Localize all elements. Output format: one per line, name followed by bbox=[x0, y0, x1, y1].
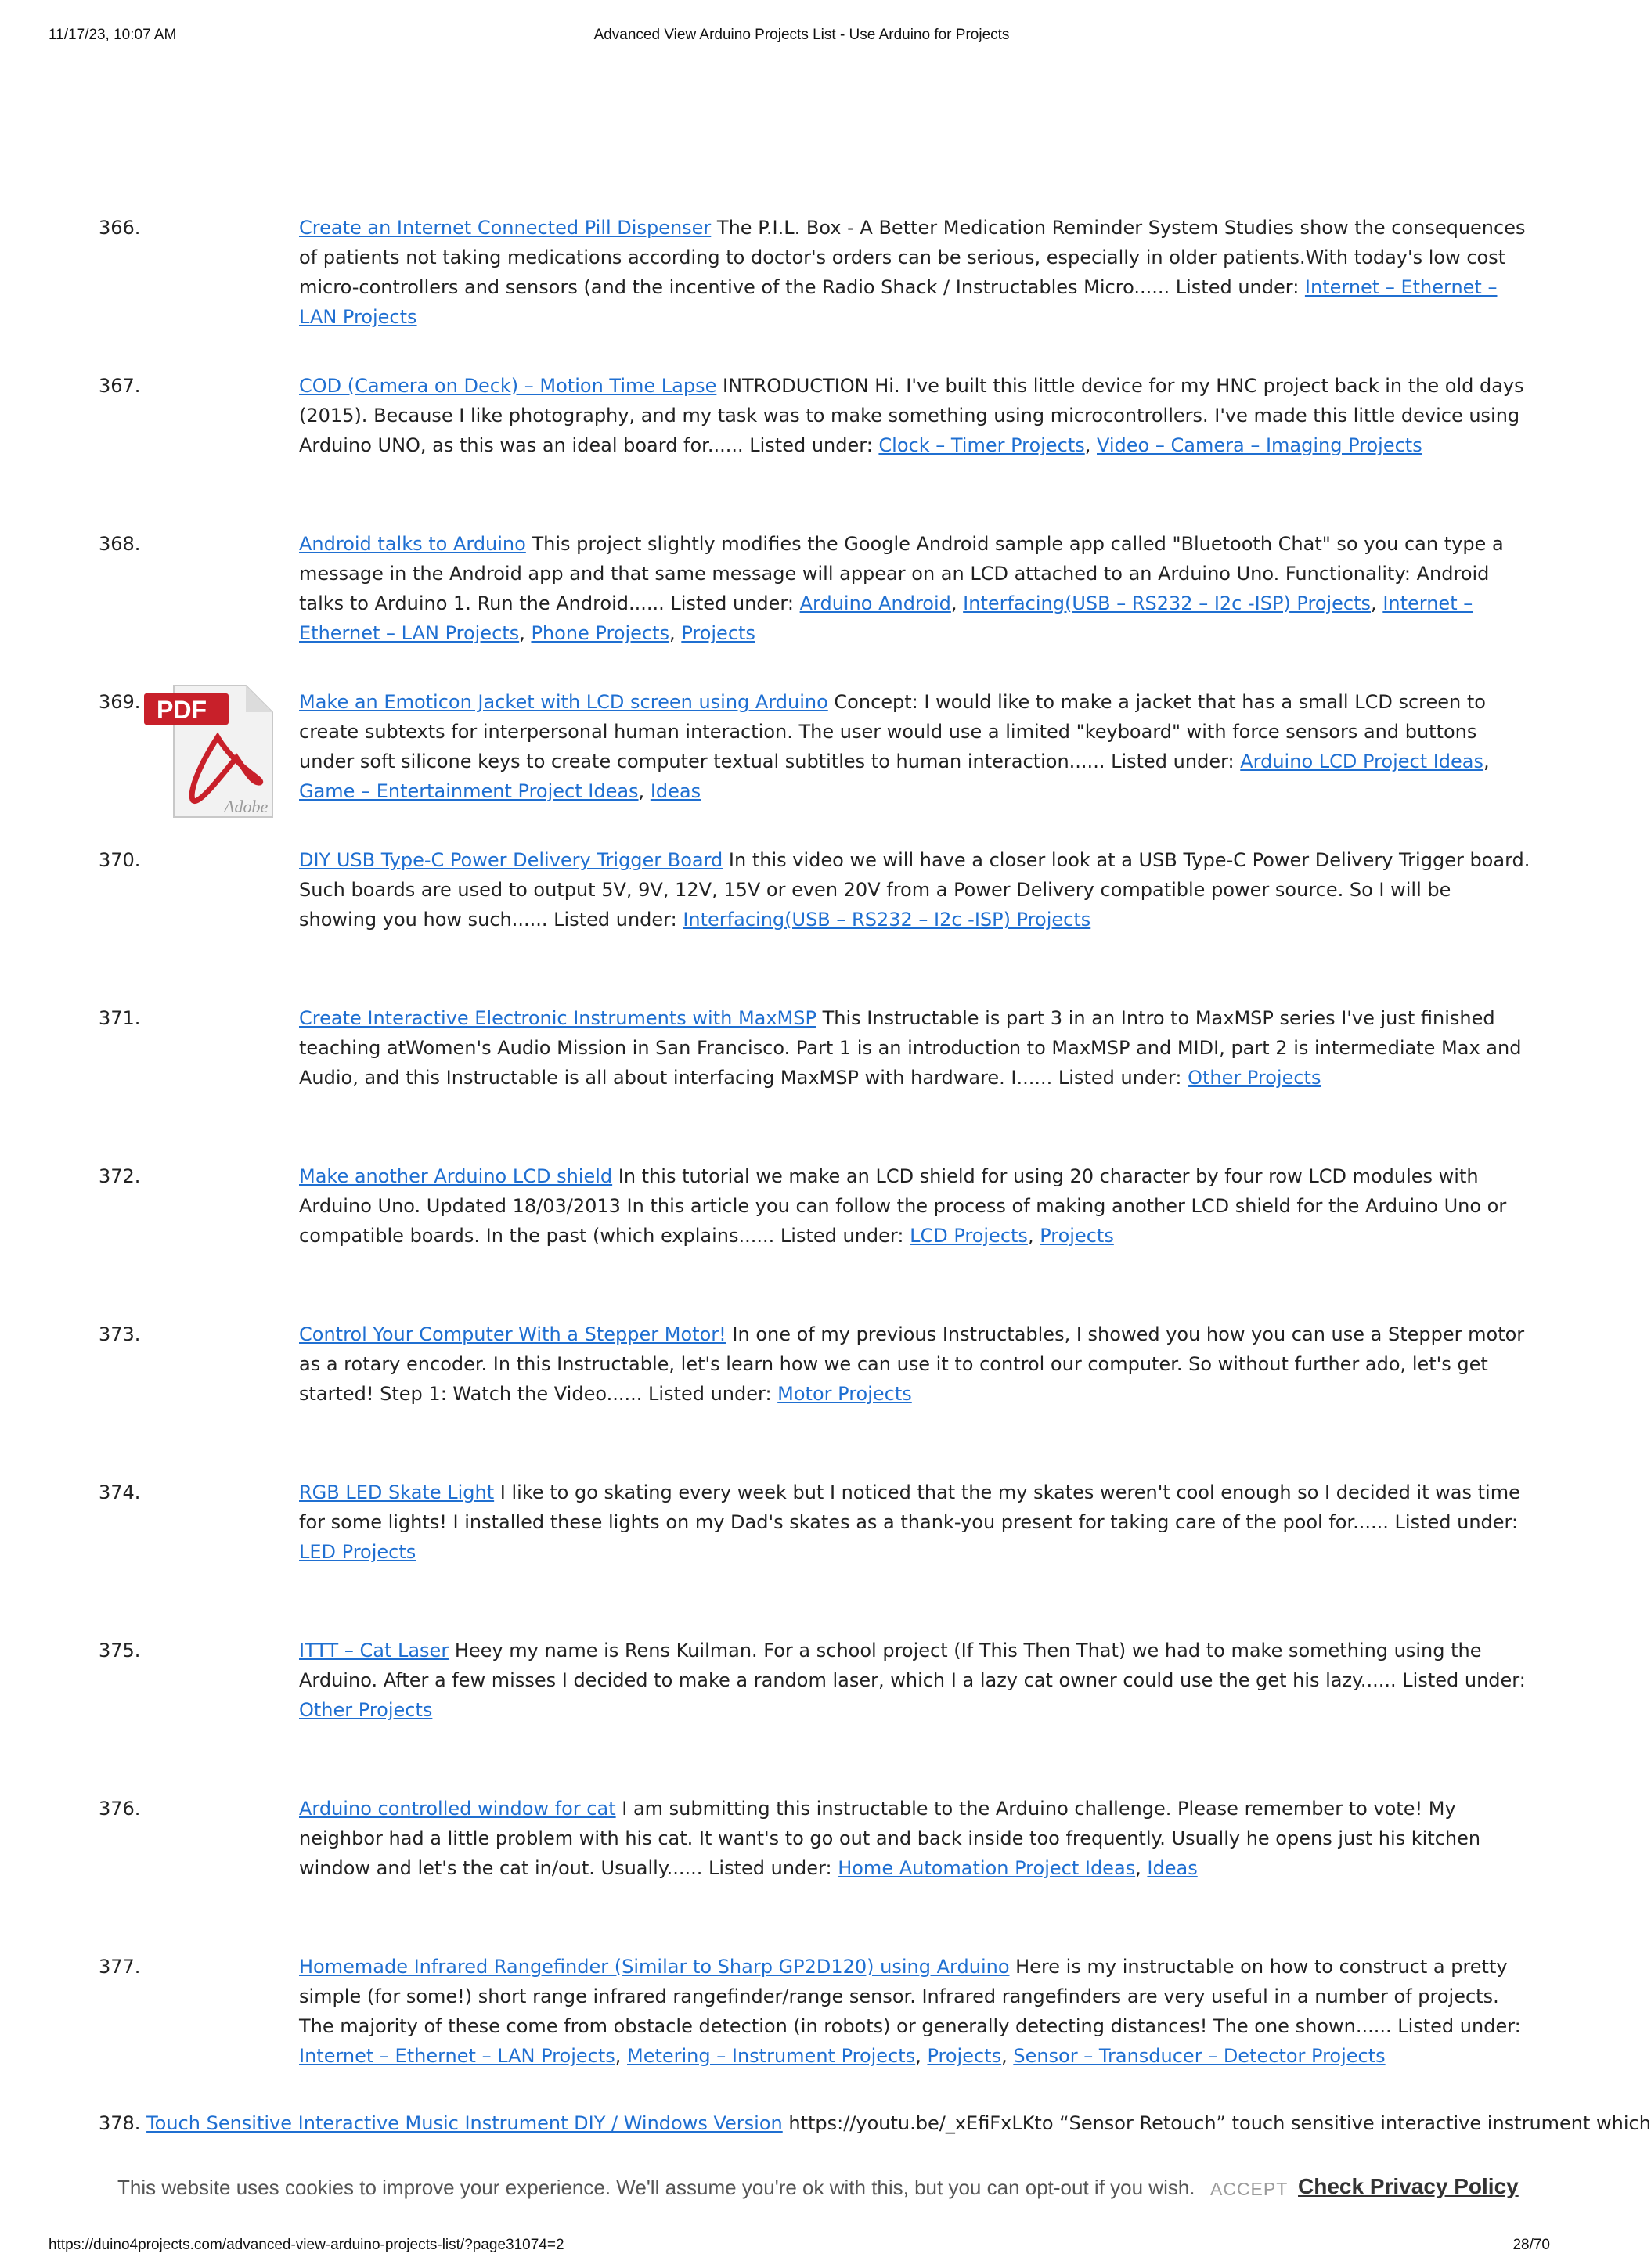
project-summary: I like to go skating every week but I noticed that the my skates weren't cool enough so I decided it was time for some lights! I installed these lights on my Dad's skates as a thank-you present for taking care of the pool for...... Listed under: bbox=[299, 1481, 1520, 1533]
category-link[interactable]: Internet – Ethernet – LAN Projects bbox=[299, 276, 1498, 328]
project-title-link[interactable]: RGB LED Skate Light bbox=[299, 1481, 495, 1503]
category-link[interactable]: Projects bbox=[927, 2045, 1002, 2067]
print-header bbox=[0, 27, 1603, 50]
item-number: 376. bbox=[99, 1798, 141, 1820]
project-summary: Here is my instructable on how to construct a pretty simple (for some!) short range infrared rangefinder/range sensor. Infrared rangefinders are very useful in a number of projects. The majority of these come from obstacle detection (in robots) or generally detecting distances! The one shown...... Listed under: bbox=[299, 1956, 1521, 2037]
project-summary: In one of my previous Instructables, I showed you how you can use a Stepper motor as a rotary encoder. In this Instructable, let's learn how we can use it to control our computer. So without further ado, let's get started! Step 1: Watch the Video...... Listed under: bbox=[299, 1323, 1525, 1405]
item-description bbox=[99, 2108, 1651, 2138]
category-link[interactable]: LED Projects bbox=[299, 1541, 416, 1563]
category-link[interactable]: Motor Projects bbox=[777, 1383, 912, 1405]
category-link[interactable]: Game – Entertainment Project Ideas bbox=[299, 780, 639, 802]
item-description bbox=[299, 845, 1533, 934]
project-summary: INTRODUCTION Hi. I've built this little device for my HNC project back in the old days (2015). Because I like photography, and my task was to make something using microcontrollers. I've made this little device using Arduino UNO, as this was an ideal board for...... Listed under: bbox=[299, 375, 1524, 456]
project-summary: I am submitting this instructable to the Arduino challenge. Please remember to vote! My neighbor had a little problem with his cat. It want's to go out and back inside too frequently. Usually he opens just his kitchen window and let's the cat in/out. Usually...... Listed under: bbox=[299, 1798, 1481, 1879]
item-description bbox=[299, 1003, 1533, 1093]
project-title-link[interactable]: Control Your Computer With a Stepper Motor! bbox=[299, 1323, 726, 1345]
project-summary: This project slightly modifies the Google Android sample app called "Bluetooth Chat" so you can type a message in the Android app and that same message will appear on an LCD attached to an Arduino Uno. Functionality: Android talks to Arduino 1. Run the Android...... Listed under: bbox=[299, 533, 1504, 614]
item-description: Homemade Infrared Rangefinder (Similar to Sharp GP2D120) using Arduino Here is my instructable on how to construct a pretty simple (for some!) short range infrared rangefinder/range sensor. Infrared rangefinders are very useful in a number of projects. The majority of these come from obstacle detection (in robots) or generally detecting distances! The one shown...... Listed under: Internet – Ethernet – LAN Projects, Metering – Instrument Projects, Projects, Sensor – Transducer – Detector Projects bbox=[299, 1956, 1521, 2067]
item-description bbox=[299, 1636, 1533, 1725]
project-title-link[interactable]: DIY USB Type-C Power Delivery Trigger Board bbox=[299, 849, 723, 871]
cookie-accept-button[interactable]: ACCEPT bbox=[1210, 2179, 1289, 2199]
privacy-policy-link[interactable]: Check Privacy Policy bbox=[1298, 2174, 1519, 2198]
print-url: https://duino4projects.com/advanced-view-arduino-projects-list/?page31074=2 bbox=[49, 2237, 564, 2253]
project-summary: The P.I.L. Box - A Better Medication Reminder System Studies show the consequences of patients not taking medications according to doctor's orders can be serious, especially in older patients.With today's low cost micro-controllers and sensors (and the incentive of the Radio Shack / Instructables Micro...... Listed under: bbox=[299, 217, 1526, 298]
category-link[interactable]: Phone Projects bbox=[531, 622, 670, 644]
item-description: Make an Emoticon Jacket with LCD screen using Arduino Concept: I would like to make a jacket that has a small LCD screen to create subtexts for interpersonal human interaction. The user would use a limited "keyboard" with force sensors and buttons under soft silicone keys to create computer textual subtitles to human interaction...... Listed under: Arduino LCD Project Ideas, Game – Entertainment Project Ideas, Ideas bbox=[299, 691, 1490, 802]
project-title-link[interactable]: ITTT – Cat Laser bbox=[299, 1640, 449, 1661]
project-summary: This Instructable is part 3 in an Intro to MaxMSP series I've just finished teaching atWomen's Audio Mission in San Francisco. Part 1 is an introduction to MaxMSP and MIDI, part 2 is intermediate Max and Audio, and this Instructable is all about interfacing MaxMSP with hardware. I...... Listed under: bbox=[299, 1007, 1522, 1089]
cookie-consent-bar bbox=[0, 2158, 1603, 2218]
project-summary: Concept: I would like to make a jacket that has a small LCD screen to create subtexts for interpersonal human interaction. The user would use a limited "keyboard" with force sensors and buttons under soft silicone keys to create computer textual subtitles to human interaction...... Listed under: bbox=[299, 691, 1486, 772]
project-summary: Heey my name is Rens Kuilman. For a school project (If This Then That) we had to make something using the Arduino. After a few misses I decided to make a random laser, which I a lazy cat owner could use the get his lazy...... Listed under: bbox=[299, 1640, 1526, 1691]
category-link[interactable]: Ideas bbox=[650, 780, 701, 802]
pdf-file-icon bbox=[142, 682, 282, 822]
print-page-number: 28/70 bbox=[1512, 2237, 1550, 2253]
project-title-link[interactable]: Make another Arduino LCD shield bbox=[299, 1165, 613, 1187]
item-description bbox=[299, 213, 1533, 332]
category-link[interactable]: Interfacing(USB – RS232 – I2c -ISP) Projects bbox=[683, 909, 1091, 931]
item-description: Android talks to Arduino This project slightly modifies the Google Android sample app called "Bluetooth Chat" so you can type a message in the Android app and that same message will appear on an LCD attached to an Arduino Uno. Functionality: Android talks to Arduino 1. Run the Android...... Listed under: Arduino Android, Interfacing(USB – RS232 – I2c -ISP) Projects, Internet – Ethernet – LAN Projects, Phone Projects, Projects bbox=[299, 533, 1504, 644]
category-link[interactable]: Other Projects bbox=[299, 1699, 433, 1721]
item-number: 372. bbox=[99, 1165, 141, 1187]
category-link[interactable]: Arduino Android bbox=[799, 592, 951, 614]
category-link[interactable]: Projects bbox=[1040, 1225, 1114, 1247]
category-link[interactable]: Arduino LCD Project Ideas bbox=[1240, 751, 1484, 772]
project-title-link[interactable]: Create Interactive Electronic Instruments with MaxMSP bbox=[299, 1007, 816, 1029]
pdf-label: PDF bbox=[157, 696, 207, 724]
category-link[interactable]: Projects bbox=[681, 622, 755, 644]
print-date: 11/17/23, 10:07 AM bbox=[49, 27, 177, 43]
item-number: 374. bbox=[99, 1481, 141, 1503]
project-title-link[interactable]: Create an Internet Connected Pill Dispenser bbox=[299, 217, 712, 239]
project-title-link[interactable]: Homemade Infrared Rangefinder (Similar to Sharp GP2D120) using Arduino bbox=[299, 1956, 1010, 1978]
item-number: 373. bbox=[99, 1323, 141, 1345]
item-number: 366. bbox=[99, 217, 141, 239]
category-link[interactable]: Interfacing(USB – RS232 – I2c -ISP) Projects bbox=[963, 592, 1372, 614]
item-description bbox=[299, 1478, 1533, 1567]
item-number: 368. bbox=[99, 533, 141, 555]
item-description: COD (Camera on Deck) – Motion Time Lapse INTRODUCTION Hi. I've built this little device for my HNC project back in the old days (2015). Because I like photography, and my task was to make something using microcontrollers. I've made this little device using Arduino UNO, as this was an ideal board for...... Listed under: Clock – Timer Projects, Video – Camera – Imaging Projects bbox=[299, 375, 1524, 456]
category-link[interactable]: Home Automation Project Ideas bbox=[838, 1857, 1136, 1879]
item-number: 370. bbox=[99, 849, 141, 871]
category-link[interactable]: Other Projects bbox=[1188, 1067, 1321, 1089]
category-link[interactable]: Internet – Ethernet – LAN Projects bbox=[299, 592, 1473, 644]
project-title-link[interactable]: Make an Emoticon Jacket with LCD screen using Arduino bbox=[299, 691, 828, 713]
category-link[interactable]: Clock – Timer Projects bbox=[878, 434, 1085, 456]
item-number: 375. bbox=[99, 1640, 141, 1661]
category-link[interactable]: Video – Camera – Imaging Projects bbox=[1097, 434, 1422, 456]
item-description: Make another Arduino LCD shield In this tutorial we make an LCD shield for using 20 character by four row LCD modules with Arduino Uno. Updated 18/03/2013 In this article you can follow the process of making another LCD shield for the Arduino Uno or compatible boards. In the past (which explains...... Listed under: LCD Projects, Projects bbox=[299, 1165, 1507, 1247]
project-title-link[interactable]: COD (Camera on Deck) – Motion Time Lapse bbox=[299, 375, 717, 397]
print-footer bbox=[0, 2237, 1603, 2260]
item-number: 371. bbox=[99, 1007, 141, 1029]
category-link[interactable]: Sensor – Transducer – Detector Projects bbox=[1013, 2045, 1386, 2067]
project-title-link[interactable]: Arduino controlled window for cat bbox=[299, 1798, 616, 1820]
item-number: 367. bbox=[99, 375, 141, 397]
item-number: 377. bbox=[99, 1956, 141, 1978]
cookie-message: This website uses cookies to improve your experience. We'll assume you're ok with this, but you can opt-out if you wish. bbox=[117, 2176, 1195, 2199]
item-number-inline: 378. bbox=[99, 2112, 141, 2134]
category-link[interactable]: Metering – Instrument Projects bbox=[627, 2045, 916, 2067]
project-summary: In this tutorial we make an LCD shield for using 20 character by four row LCD modules with Arduino Uno. Updated 18/03/2013 In this article you can follow the process of making another LCD shield for the Arduino Uno or compatible boards. In the past (which explains...... Listed under: bbox=[299, 1165, 1507, 1247]
category-link[interactable]: Internet – Ethernet – LAN Projects bbox=[299, 2045, 615, 2067]
project-summary: https://youtu.be/_xEfiFxLKto “Sensor Retouch” touch sensitive interactive instrument which bbox=[782, 2112, 1651, 2134]
print-page-title: Advanced View Arduino Projects List - Use Arduino for Projects bbox=[593, 27, 1010, 43]
item-number: 369. bbox=[99, 691, 141, 713]
item-description bbox=[299, 1319, 1533, 1409]
project-summary: In this video we will have a closer look at a USB Type-C Power Delivery Trigger board. Such boards are used to output 5V, 9V, 12V, 15V or even 20V from a Power Delivery compatible power source. So I will be showing you how such...... Listed under: bbox=[299, 849, 1530, 931]
category-link[interactable]: Ideas bbox=[1147, 1857, 1198, 1879]
adobe-label: Adobe bbox=[224, 797, 269, 816]
project-title-link[interactable]: Android talks to Arduino bbox=[299, 533, 526, 555]
category-link[interactable]: LCD Projects bbox=[910, 1225, 1028, 1247]
project-title-link[interactable]: Touch Sensitive Interactive Music Instrument DIY / Windows Version bbox=[146, 2112, 783, 2134]
item-description: Arduino controlled window for cat I am submitting this instructable to the Arduino challenge. Please remember to vote! My neighbor had a little problem with his cat. It want's to go out and back inside too frequently. Usually he opens just his kitchen window and let's the cat in/out. Usually...... Listed under: Home Automation Project Ideas, Ideas bbox=[299, 1798, 1481, 1879]
